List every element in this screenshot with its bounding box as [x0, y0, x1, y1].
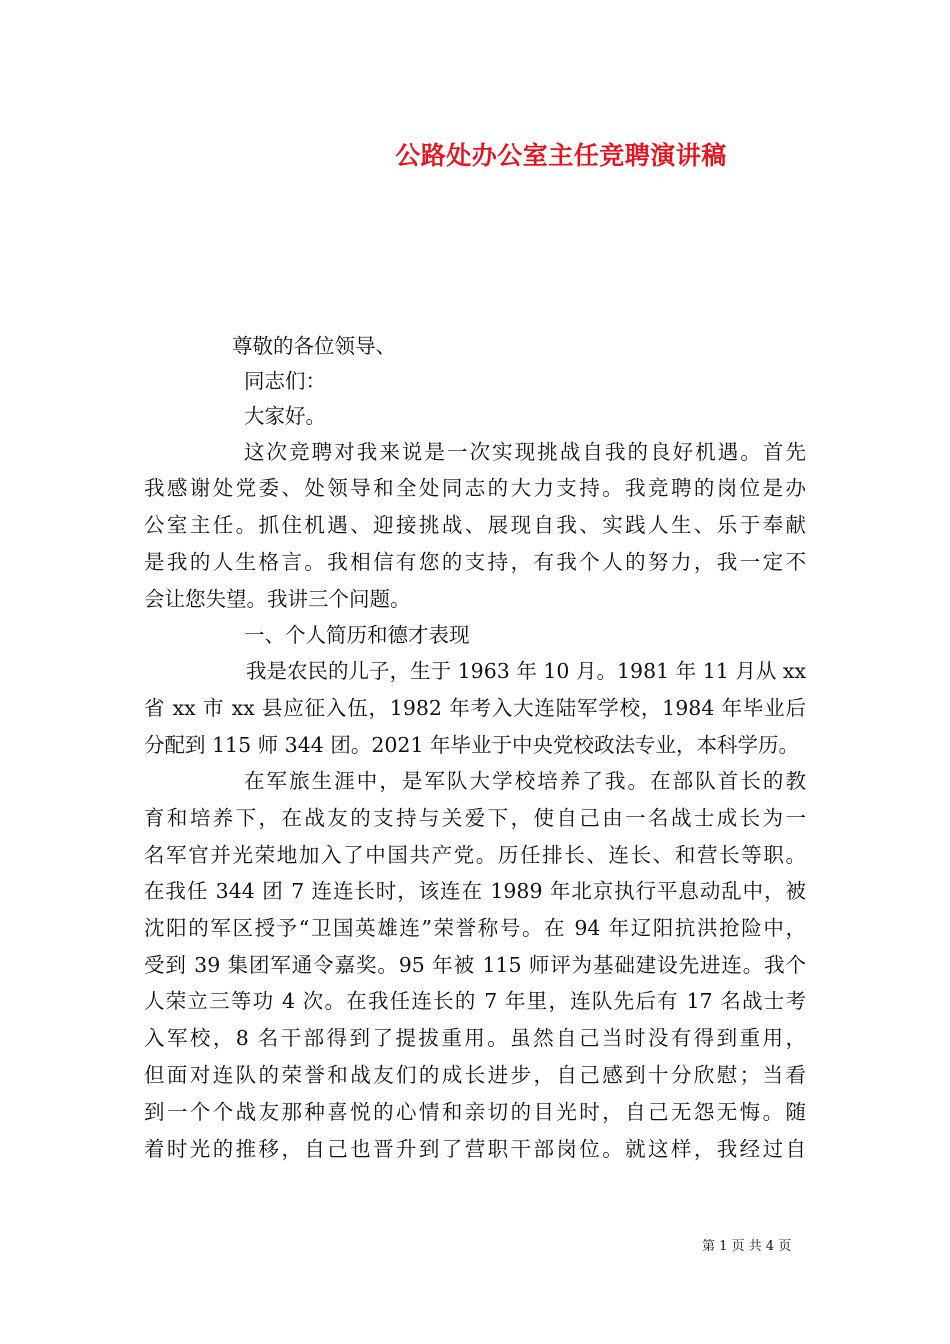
- paragraph-1-line-3: 公室主任。抓住机遇、迎接挑战、展现自我、实践人生、乐于奉献: [144, 513, 806, 537]
- salutation-line-2: 同志们：: [244, 369, 326, 393]
- paragraph-3-line-6: 受到 39 集团军通令嘉奖。95 年被 115 师评为基础建设先进连。我个: [144, 953, 806, 977]
- paragraph-1-line-2: 我感谢处党委、处领导和全处同志的大力支持。我竞聘的岗位是办: [144, 476, 806, 500]
- paragraph-3-line-9: 但面对连队的荣誉和战友们的成长进步，自己感到十分欣慰；当看: [144, 1063, 806, 1087]
- paragraph-3-line-4: 在我任 344 团 7 连连长时，该连在 1989 年北京执行平息动乱中，被: [144, 879, 806, 903]
- paragraph-3-line-1: 在军旅生涯中，是军队大学校培养了我。在部队首长的教: [244, 769, 806, 793]
- paragraph-3-line-5: 沈阳的军区授予“卫国英雄连”荣誉称号。在 94 年辽阳抗洪抢险中，: [144, 916, 806, 940]
- section-heading: 一、个人简历和德才表现: [244, 623, 470, 647]
- paragraph-1-line-4: 是我的人生格言。我相信有您的支持，有我个人的努力，我一定不: [144, 550, 806, 574]
- paragraph-3-line-7: 人荣立三等功 4 次。在我任连长的 7 年里，连队先后有 17 名战士考: [144, 989, 806, 1013]
- document-title: [0, 136, 950, 172]
- paragraph-3-line-10: 到一个个战友那种喜悦的心情和亲切的目光时，自己无怨无悔。随: [144, 1100, 806, 1124]
- paragraph-2-line-1: 我是农民的儿子，生于 1963 年 10 月。1981 年 11 月从 xx: [246, 659, 806, 683]
- paragraph-2-line-3: 分配到 115 师 344 团。2021 年毕业于中央党校政法专业，本科学历。: [144, 733, 800, 757]
- paragraph-3-line-2: 育和培养下，在战友的支持与关爱下，使自己由一名战士成长为一: [144, 806, 806, 830]
- paragraph-3-line-11: 着时光的推移，自己也晋升到了营职干部岗位。就这样，我经过自: [144, 1137, 806, 1161]
- paragraph-2-line-2: 省 xx 市 xx 县应征入伍，1982 年考入大连陆军学校，1984 年毕业后: [144, 696, 806, 720]
- paragraph-1-line-1: 这次竞聘对我来说是一次实现挑战自我的良好机遇。首先: [244, 440, 806, 464]
- page-number: 第 1 页 共 4 页: [702, 1239, 792, 1254]
- paragraph-3-line-3: 名军官并光荣地加入了中国共产党。历任排长、连长、和营长等职。: [144, 843, 806, 867]
- paragraph-3-line-8: 入军校，8 名干部得到了提拔重用。虽然自己当时没有得到重用，: [144, 1026, 806, 1050]
- document-title-text: 公路处办公室主任竞聘演讲稿: [395, 141, 727, 170]
- greeting-line: 大家好。: [244, 404, 326, 428]
- salutation-line-1: 尊敬的各位领导、: [232, 334, 396, 358]
- paragraph-1-line-5: 会让您失望。我讲三个问题。: [144, 587, 411, 611]
